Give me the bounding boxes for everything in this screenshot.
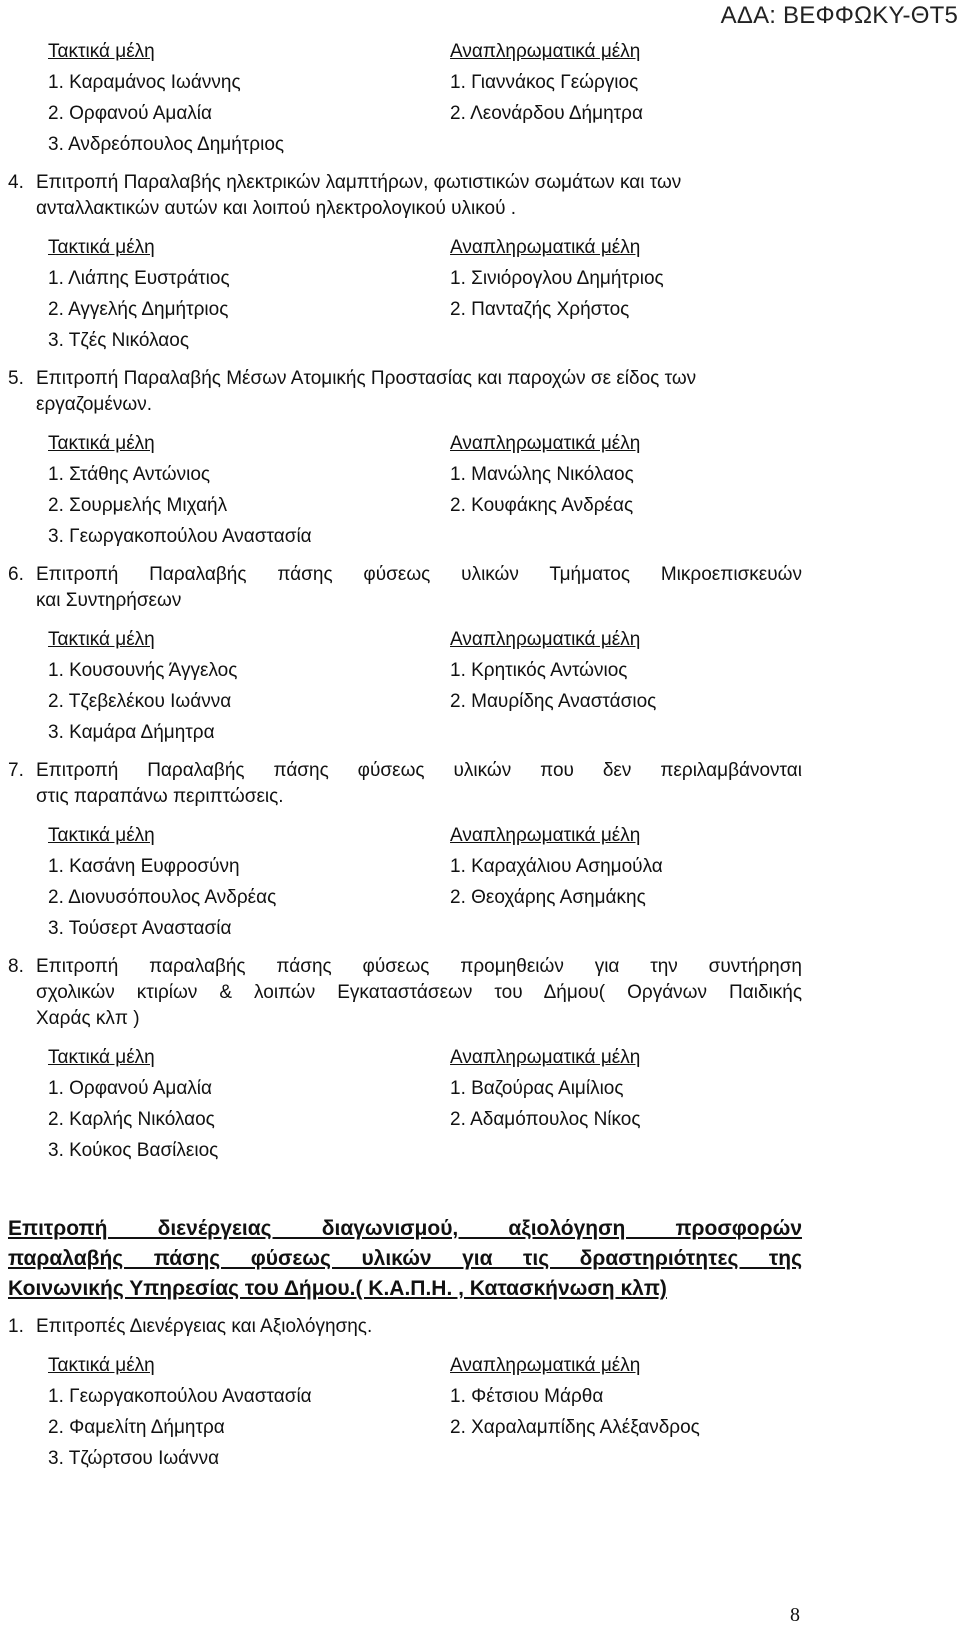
members-header	[8, 1042, 802, 1073]
page-number: 8	[790, 1604, 800, 1626]
alternate-members-label: Αναπληρωματικά μέλη	[450, 825, 641, 846]
committee-number: 4.	[8, 172, 24, 193]
member-row	[8, 1135, 802, 1166]
alternate-members-label: Αναπληρωματικά μέλη	[450, 1355, 641, 1376]
members-header	[8, 1350, 802, 1381]
member-row	[8, 1073, 802, 1104]
committee-number: 8.	[8, 956, 24, 977]
regular-members-label: Τακτικά μέλη	[48, 1047, 155, 1068]
regular-member: 1. Κασάνη Ευφροσύνη	[48, 856, 240, 877]
committee-number: 5.	[8, 368, 24, 389]
member-row	[8, 263, 802, 294]
alternate-member: 2. Χαραλαμπίδης Αλέξανδρος	[450, 1417, 700, 1438]
member-row	[8, 294, 802, 325]
member-row	[8, 98, 802, 129]
regular-member: 2. Σουρμελής Μιχαήλ	[48, 495, 228, 516]
regular-member: 1. Λιάπης Ευστράτιος	[48, 268, 230, 289]
alternate-member: 2. Θεοχάρης Ασημάκης	[450, 887, 646, 908]
committee-title-line: εργαζομένων.	[36, 394, 152, 415]
committee-title-line: Επιτροπές Διενέργειας και Αξιολόγησης.	[36, 1316, 373, 1337]
alternate-member: 2. Πανταζής Χρήστος	[450, 299, 630, 320]
committee-title-line: Επιτροπή Παραλαβής ηλεκτρικών λαμπτήρων, φωτιστικών σωμάτων και των	[36, 172, 682, 193]
alternate-member: 1. Γιαννάκος Γεώργιος	[450, 72, 639, 93]
alternate-members-label: Αναπληρωματικά μέλη	[450, 629, 641, 650]
regular-member: 3. Τζές Νικόλαος	[48, 330, 190, 351]
committee-title-line: Επιτροπή Παραλαβής πάσης φύσεως υλικών που δεν περιλαμβάνονται	[36, 760, 802, 781]
regular-member: 1. Στάθης Αντώνιος	[48, 464, 211, 485]
alternate-member: 1. Βαζούρας Αιμίλιος	[450, 1078, 624, 1099]
regular-member: 2. Φαμελίτη Δήμητρα	[48, 1417, 225, 1438]
committee-title-line: στις παραπάνω περιπτώσεις.	[36, 786, 284, 807]
committee-title-line: Επιτροπή παραλαβής πάσης φύσεως προμηθειών για την συντήρηση	[36, 956, 802, 977]
alternate-member: 1. Φέτσιου Μάρθα	[450, 1386, 604, 1407]
members-header	[8, 428, 802, 459]
alternate-member: 2. Λεονάρδου Δήμητρα	[450, 103, 643, 124]
regular-members-label: Τακτικά μέλη	[48, 825, 155, 846]
member-row	[8, 325, 802, 356]
regular-members-label: Τακτικά μέλη	[48, 1355, 155, 1376]
regular-member: 3. Γεωργακοπούλου Αναστασία	[48, 526, 312, 547]
regular-member: 1. Κουσουνής Άγγελος	[48, 660, 238, 681]
section-heading-line: Κοινωνικής Υπηρεσίας του Δήμου.( Κ.Α.Π.Η. , Κατασκήνωση κλπ)	[8, 1277, 667, 1300]
members-header	[8, 820, 802, 851]
member-row	[8, 717, 802, 748]
regular-members-label: Τακτικά μέλη	[48, 433, 155, 454]
alternate-member: 1. Κρητικός Αντώνιος	[450, 660, 628, 681]
alternate-member: 1. Καραχάλιου Ασημούλα	[450, 856, 663, 877]
regular-member: 3. Τζώρτσου Ιωάννα	[48, 1448, 220, 1469]
document-page	[8, 36, 802, 1474]
committee-number: 7.	[8, 760, 24, 781]
committee-title	[8, 758, 802, 810]
regular-members-label: Τακτικά μέλη	[48, 237, 155, 258]
regular-member: 1. Ορφανού Αμαλία	[48, 1078, 213, 1099]
regular-member: 2. Καρλής Νικόλαος	[48, 1109, 215, 1130]
committee-title-line: ανταλλακτικών αυτών και λοιπού ηλεκτρολογικού υλικού .	[36, 198, 517, 219]
committee-title	[8, 170, 802, 222]
section-heading-line: Επιτροπή διενέργειας διαγωνισμού, αξιολόγηση προσφορών	[8, 1217, 802, 1240]
alternate-member: 1. Μανώλης Νικόλαος	[450, 464, 634, 485]
section-heading	[8, 1214, 802, 1304]
regular-members-label: Τακτικά μέλη	[48, 41, 155, 62]
member-row	[8, 913, 802, 944]
committee-title	[8, 1314, 802, 1340]
members-header	[8, 232, 802, 263]
regular-member: 1. Καραμάνος Ιωάννης	[48, 72, 241, 93]
alternate-member: 2. Κουφάκης Ανδρέας	[450, 495, 634, 516]
regular-member: 1. Γεωργακοπούλου Αναστασία	[48, 1386, 312, 1407]
alternate-member: 2. Μαυρίδης Αναστάσιος	[450, 691, 657, 712]
member-row	[8, 521, 802, 552]
committee-title	[8, 366, 802, 418]
ada-code: ΑΔΑ: ΒΕΦΦΩΚΥ-ΘΤ5	[720, 2, 958, 29]
regular-members-label: Τακτικά μέλη	[48, 629, 155, 650]
member-row	[8, 459, 802, 490]
committee-title-line: Επιτροπή Παραλαβής πάσης φύσεως υλικών Τμήματος Μικροεπισκευών	[36, 564, 802, 585]
committee-title	[8, 562, 802, 614]
regular-member: 3. Κούκος Βασίλειος	[48, 1140, 219, 1161]
regular-member: 2. Τζεβελέκου Ιωάννα	[48, 691, 232, 712]
regular-member: 2. Ορφανού Αμαλία	[48, 103, 213, 124]
member-row	[8, 1443, 802, 1474]
regular-member: 2. Αγγελής Δημήτριος	[48, 299, 229, 320]
committee-title-line: και Συντηρήσεων	[36, 590, 182, 611]
committee-number: 6.	[8, 564, 24, 585]
regular-member: 3. Τούσερτ Αναστασία	[48, 918, 232, 939]
member-row	[8, 851, 802, 882]
alternate-member: 2. Αδαμόπουλος Νίκος	[450, 1109, 641, 1130]
member-row	[8, 1412, 802, 1443]
member-row	[8, 1381, 802, 1412]
alternate-members-label: Αναπληρωματικά μέλη	[450, 433, 641, 454]
regular-member: 3. Καμάρα Δήμητρα	[48, 722, 215, 743]
member-row	[8, 129, 802, 160]
members-header	[8, 624, 802, 655]
member-row	[8, 686, 802, 717]
member-row	[8, 1104, 802, 1135]
members-header	[8, 36, 802, 67]
committee-number: 1.	[8, 1316, 24, 1337]
alternate-members-label: Αναπληρωματικά μέλη	[450, 41, 641, 62]
member-row	[8, 67, 802, 98]
committee-title-line: Επιτροπή Παραλαβής Μέσων Ατομικής Προστασίας και παροχών σε είδος των	[36, 368, 697, 389]
alternate-members-label: Αναπληρωματικά μέλη	[450, 237, 641, 258]
member-row	[8, 655, 802, 686]
committee-title-line: Χαράς κλπ )	[36, 1008, 140, 1029]
member-row	[8, 490, 802, 521]
alternate-members-label: Αναπληρωματικά μέλη	[450, 1047, 641, 1068]
member-row	[8, 882, 802, 913]
regular-member: 3. Ανδρεόπουλος Δημήτριος	[48, 134, 285, 155]
section-heading-line: παραλαβής πάσης φύσεως υλικών για τις δραστηριότητες της	[8, 1247, 802, 1270]
committee-title-line: σχολικών κτιρίων & λοιπών Εγκαταστάσεων του Δήμου( Οργάνων Παιδικής	[36, 982, 802, 1003]
alternate-member: 1. Σινιόρογλου Δημήτριος	[450, 268, 664, 289]
regular-member: 2. Διονυσόπουλος Ανδρέας	[48, 887, 277, 908]
committee-title	[8, 954, 802, 1032]
